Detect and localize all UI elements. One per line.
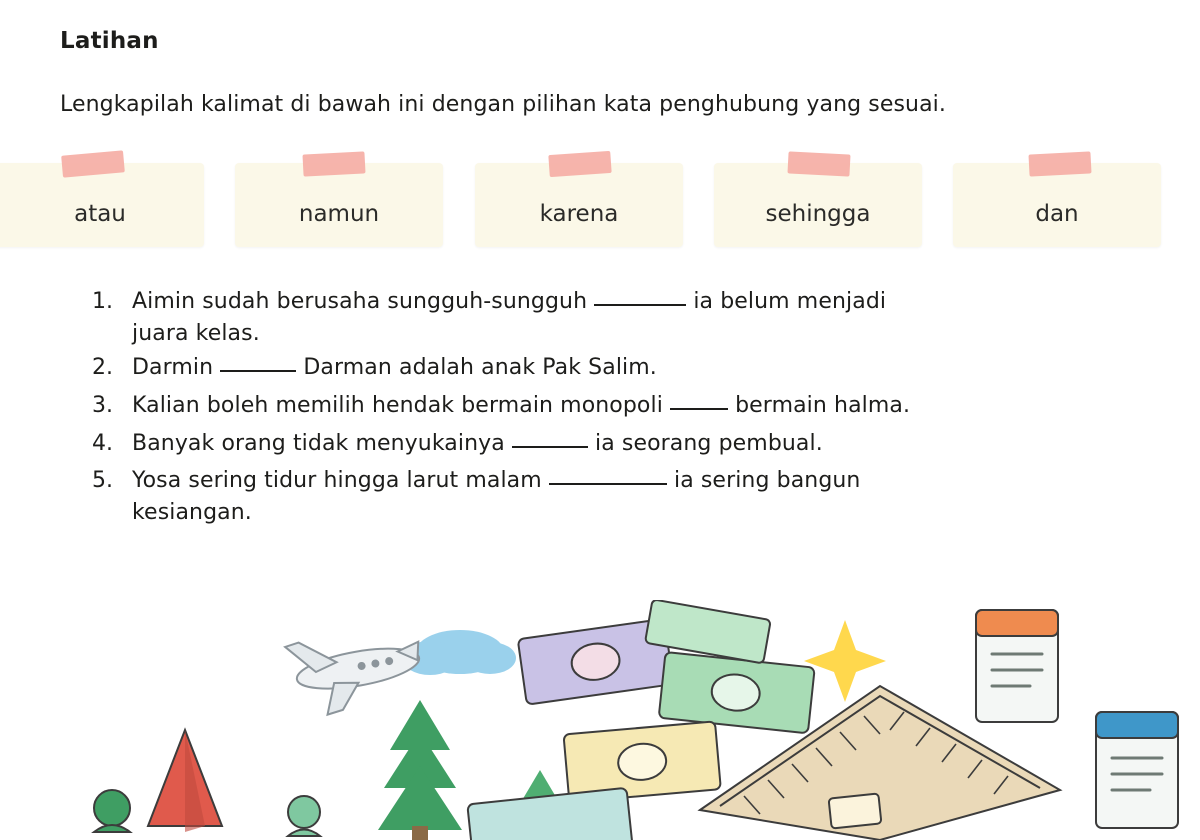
footer-illustration <box>0 600 1200 840</box>
page-title: Latihan <box>60 28 159 54</box>
word-card-karena[interactable] <box>475 163 683 247</box>
question-text <box>132 390 910 422</box>
word-card-sehingga[interactable] <box>714 163 922 247</box>
question-text-line2: kesiangan. <box>132 500 252 526</box>
question-text-part1: Kalian boleh memilih hendak bermain monopoli <box>132 392 663 418</box>
question-number: 2. <box>92 354 113 380</box>
word-card-label: dan <box>1035 201 1079 227</box>
airplane-icon <box>285 622 428 720</box>
tape-icon <box>1028 151 1091 176</box>
word-card-strip <box>0 163 1200 251</box>
question-text-part2: ia seorang pembual. <box>595 430 823 456</box>
answer-blank[interactable] <box>670 408 728 410</box>
question-text-line2: juara kelas. <box>132 320 260 346</box>
word-card-dan[interactable] <box>953 163 1161 247</box>
cone-icon <box>148 730 222 832</box>
question-number: 4. <box>92 430 113 456</box>
answer-blank[interactable] <box>220 370 296 372</box>
question-text <box>132 465 860 529</box>
question-text-part2: bermain halma. <box>735 392 911 418</box>
envelope-icon <box>467 788 632 840</box>
answer-blank[interactable] <box>549 483 667 485</box>
question-text <box>132 352 657 384</box>
question-text <box>132 428 823 460</box>
tape-icon <box>548 151 611 177</box>
question-item-5 <box>92 465 1072 529</box>
question-text-part2: Darman adalah anak Pak Salim. <box>303 354 657 380</box>
question-number: 1. <box>92 289 113 314</box>
word-card-label: atau <box>74 201 126 227</box>
question-text-part1: Aimin sudah berusaha sungguh-sungguh <box>132 289 588 314</box>
question-item-2 <box>92 352 1072 384</box>
question-text-part1: Banyak orang tidak menyukainya <box>132 430 505 456</box>
word-card-atau[interactable] <box>0 163 204 247</box>
word-card-namun[interactable] <box>235 163 443 247</box>
tape-icon <box>787 151 850 176</box>
tape-icon <box>61 150 125 177</box>
answer-blank[interactable] <box>594 304 686 306</box>
question-item-3 <box>92 390 1072 422</box>
tree-icon <box>378 700 462 840</box>
question-item-1 <box>92 286 1072 350</box>
question-number: 3. <box>92 392 113 418</box>
game-pawn-icon <box>94 790 130 832</box>
question-item-4 <box>92 428 1072 460</box>
tape-icon <box>302 151 365 176</box>
question-number: 5. <box>92 468 113 494</box>
question-text-part2: ia sering bangun <box>673 468 861 494</box>
answer-blank[interactable] <box>512 446 588 448</box>
instruction-text: Lengkapilah kalimat di bawah ini dengan pilihan kata penghubung yang sesuai. <box>60 92 946 117</box>
word-card-label: karena <box>539 201 619 227</box>
question-list <box>92 286 1072 531</box>
question-text-part1: Yosa sering tidur hingga larut malam <box>132 468 542 494</box>
word-card-label: namun <box>298 201 380 227</box>
game-pawn-icon <box>288 796 320 836</box>
cloud-icon <box>402 630 516 675</box>
question-text-part1: Darmin <box>132 354 214 380</box>
question-text <box>132 286 886 350</box>
question-text-part2: ia belum menjadi <box>693 289 887 314</box>
word-card-label: sehingga <box>765 201 871 227</box>
